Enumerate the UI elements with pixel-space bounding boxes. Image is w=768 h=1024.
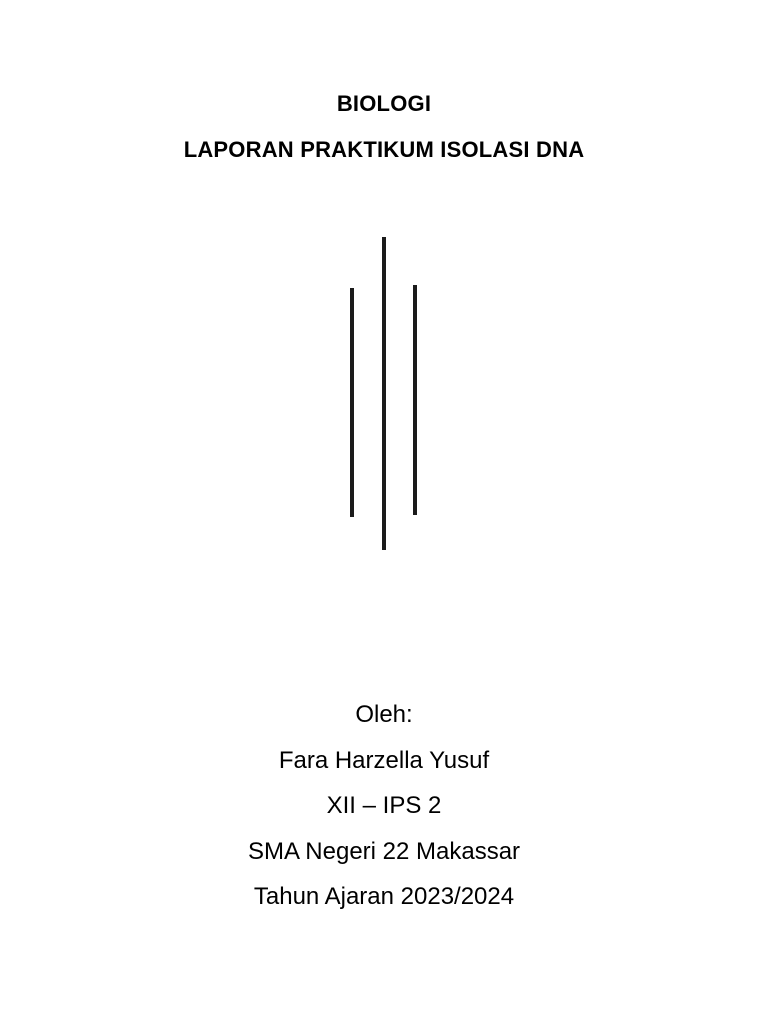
decorative-line-center — [382, 237, 386, 550]
report-title: LAPORAN PRAKTIKUM ISOLASI DNA — [183, 137, 585, 162]
academic-year: Tahun Ajaran 2023/2024 — [253, 883, 515, 910]
author-info — [0, 698, 768, 926]
subject-title: BIOLOGI — [336, 91, 432, 116]
decorative-line-right — [413, 285, 417, 515]
author-name: Fara Harzella Yusuf — [278, 746, 490, 774]
school-name: SMA Negeri 22 Makassar — [247, 837, 521, 865]
class-label: XII – IPS 2 — [326, 792, 442, 819]
decorative-line-left — [350, 288, 354, 517]
by-label: Oleh: — [355, 701, 413, 728]
